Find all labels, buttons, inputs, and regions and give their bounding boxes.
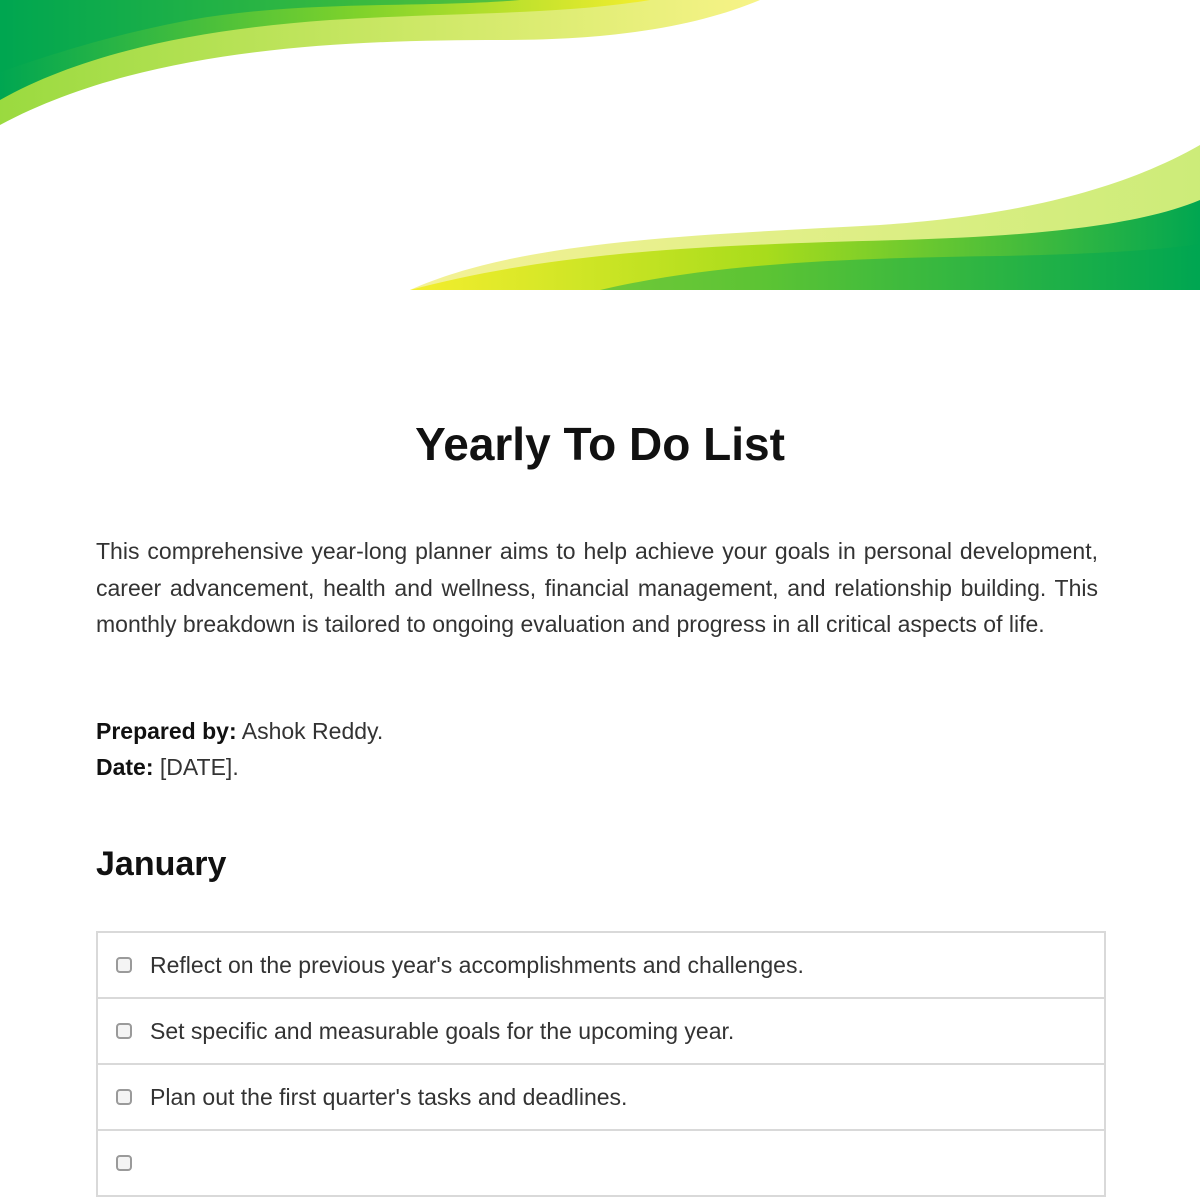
intro-paragraph: This comprehensive year-long planner aims to help achieve your goals in personal development, career advancement, health and wellness, financial management, and relationship building. This monthly breakdown is tailored to ongoing evaluation and progress in all critical aspects of life. xyxy=(96,538,1098,637)
month-heading-january: January xyxy=(96,845,227,883)
header-wave-decoration xyxy=(0,0,1200,300)
page-title: Yearly To Do List xyxy=(415,418,785,470)
todo-item xyxy=(98,1065,1104,1131)
date-row xyxy=(96,749,383,785)
todo-text: Plan out the first quarter's tasks and deadlines. xyxy=(150,1083,628,1110)
todo-text: Reflect on the previous year's accomplishments and challenges. xyxy=(150,951,804,978)
todo-checkbox[interactable] xyxy=(116,1023,132,1039)
todo-checkbox[interactable] xyxy=(116,957,132,973)
todo-item xyxy=(98,999,1104,1065)
document-meta xyxy=(96,713,383,785)
todo-checkbox[interactable] xyxy=(116,1089,132,1105)
prepared-by-row xyxy=(96,713,383,749)
todo-text: Set specific and measurable goals for the upcoming year. xyxy=(150,1017,735,1044)
prepared-by-value: Ashok Reddy. xyxy=(241,718,384,744)
date-label: Date: xyxy=(96,754,154,780)
prepared-by-label: Prepared by: xyxy=(96,718,237,744)
todo-item xyxy=(98,933,1104,999)
todo-checkbox[interactable] xyxy=(116,1155,132,1171)
date-value: [DATE]. xyxy=(159,754,239,780)
todo-item xyxy=(98,1131,1104,1197)
january-todo-list xyxy=(96,931,1106,1197)
